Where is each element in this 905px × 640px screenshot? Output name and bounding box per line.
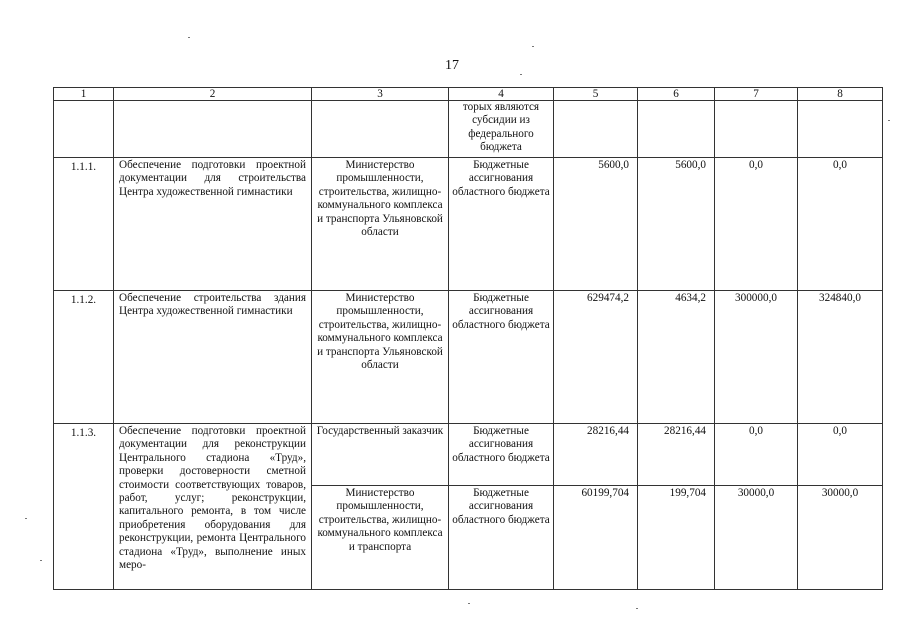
funding-source: Бюджетные ассигнования областного бюджета (449, 424, 554, 486)
header-cell: 2 (114, 88, 312, 101)
header-cell: 3 (312, 88, 449, 101)
table-cell (715, 101, 798, 158)
table-cell (798, 101, 883, 158)
budget-table (53, 87, 883, 590)
funding-source: Бюджетные ассигнования областного бюджета (449, 291, 554, 424)
row-number: 1.1.3. (54, 424, 114, 590)
value-col8: 30000,0 (798, 486, 883, 590)
table-cell (312, 101, 449, 158)
value-col8: 0,0 (798, 424, 883, 486)
header-cell: 8 (798, 88, 883, 101)
value-col6: 28216,44 (638, 424, 715, 486)
value-total: 60199,704 (554, 486, 638, 590)
row-number: 1.1.2. (54, 291, 114, 424)
funding-source-continuation: торых являются субсидии из федерального бюджета (449, 101, 554, 158)
value-col7: 0,0 (715, 158, 798, 291)
scan-speck (468, 603, 470, 604)
value-col7: 0,0 (715, 424, 798, 486)
table-row (54, 158, 883, 291)
value-col6: 4634,2 (638, 291, 715, 424)
measure-name: Обеспечение строительства здания Центра художественной гимнастики (114, 291, 312, 424)
table-cell (54, 101, 114, 158)
value-col8: 324840,0 (798, 291, 883, 424)
page-number: 17 (445, 58, 459, 73)
measure-name: Обеспечение подготовки проектной документации для строительства Центра художественной гимнастики (114, 158, 312, 291)
executor: Министерство промышленности, строительства, жилищно-коммунального комплекса и транспорта Ульяновской области (312, 291, 449, 424)
value-col7: 300000,0 (715, 291, 798, 424)
executor: Государственный заказчик (312, 424, 449, 486)
table-cell (554, 101, 638, 158)
funding-source: Бюджетные ассигнования областного бюджета (449, 158, 554, 291)
scan-speck (636, 608, 638, 609)
header-cell: 5 (554, 88, 638, 101)
table-row (54, 291, 883, 424)
executor: Министерство промышленности, строительства, жилищно-коммунального комплекса и транспорта (312, 486, 449, 590)
value-col6: 199,704 (638, 486, 715, 590)
scan-speck (532, 46, 534, 47)
table-cell (114, 101, 312, 158)
value-col7: 30000,0 (715, 486, 798, 590)
measure-name: Обеспечение подготовки проектной документации для реконструкции Центрального стадиона «Труд», проверки достоверности сметной стоимости соответствующих товаров, работ, услуг; реконструкции, капитального ремонта, в том числе приобретения оборудования для реконструкции, ремонта Центрального стадиона «Труд», выполнение иных меро- (114, 424, 312, 590)
value-col6: 5600,0 (638, 158, 715, 291)
table-row (54, 424, 883, 486)
header-cell: 7 (715, 88, 798, 101)
header-cell: 4 (449, 88, 554, 101)
value-total: 28216,44 (554, 424, 638, 486)
value-col8: 0,0 (798, 158, 883, 291)
header-cell: 1 (54, 88, 114, 101)
continuation-row (54, 101, 883, 158)
value-total: 5600,0 (554, 158, 638, 291)
value-total: 629474,2 (554, 291, 638, 424)
scan-speck (520, 74, 522, 75)
funding-source: Бюджетные ассигнования областного бюджета (449, 486, 554, 590)
scan-speck (25, 518, 27, 519)
scan-speck (188, 37, 190, 38)
row-number: 1.1.1. (54, 158, 114, 291)
scan-speck (40, 560, 42, 561)
executor: Министерство промышленности, строительства, жилищно-коммунального комплекса и транспорта Ульяновской области (312, 158, 449, 291)
header-row (54, 88, 883, 101)
header-cell: 6 (638, 88, 715, 101)
scan-speck (888, 120, 890, 121)
table-cell (638, 101, 715, 158)
